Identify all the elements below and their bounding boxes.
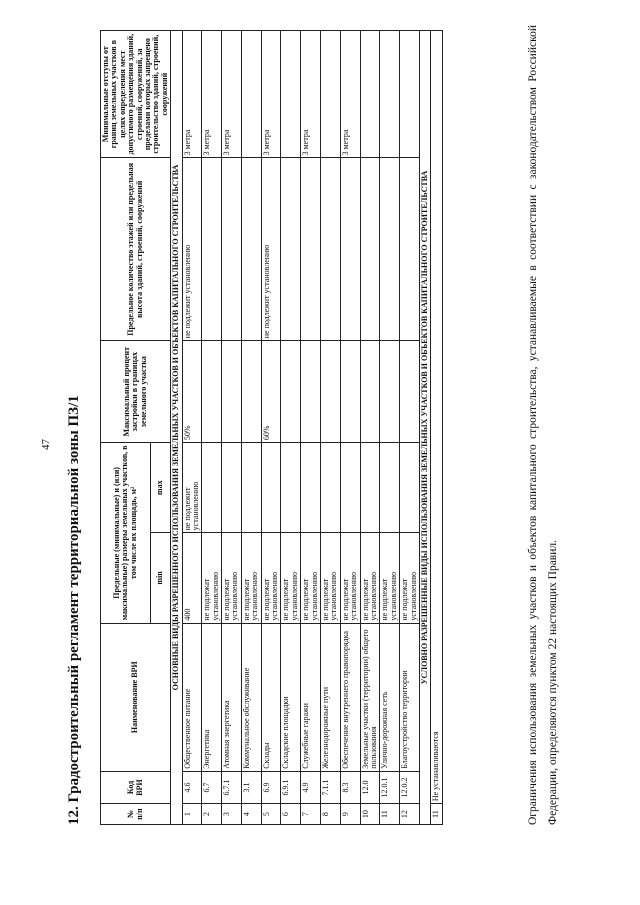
cell-setback — [320, 31, 340, 158]
cell-floors — [400, 158, 420, 341]
cell-n: 1 — [182, 804, 202, 825]
cell-n: 10 — [360, 804, 380, 825]
cell-min: не подлежат установлению — [261, 533, 281, 623]
page-number: 47 — [40, 439, 52, 450]
cell-name: Общественное питание — [182, 623, 202, 771]
cell-max: не подлежит установлению — [182, 443, 202, 533]
table-row — [320, 31, 340, 825]
cell-setback — [400, 31, 420, 158]
cell-floors — [241, 158, 261, 341]
header-min: min — [150, 533, 170, 623]
cell-percent — [241, 341, 261, 443]
cell-max — [202, 443, 222, 533]
cell-max — [241, 443, 261, 533]
cell-name: Коммунальное обслуживание — [241, 623, 261, 771]
table-row — [281, 31, 301, 825]
cell-min: не подлежат установлению — [241, 533, 261, 623]
cell-code: 4.9 — [301, 771, 321, 803]
cell-code: 6.9 — [261, 771, 281, 803]
footnote-text: Ограничения использования земельных участков и объектов капитального строительства, устанавливаемые в соответствии с законодательством Российской Федерации, определяются пунктом 22 настоящих Правил. — [527, 25, 559, 825]
cell-code: 7.1.1 — [320, 771, 340, 803]
cell-max — [301, 443, 321, 533]
cell-min: не подлежат установлению — [380, 533, 400, 623]
cell-code: 12.0.1 — [380, 771, 400, 803]
table-row — [261, 31, 281, 825]
cell-percent — [380, 341, 400, 443]
cell-percent — [222, 341, 242, 443]
table-row — [400, 31, 420, 825]
cell-min: не подлежат установлению — [340, 533, 360, 623]
cell-setback: 3 метра — [261, 31, 281, 158]
cell-name: Атомная энергетика — [222, 623, 242, 771]
table-row — [380, 31, 400, 825]
cell-floors — [340, 158, 360, 341]
table-row — [360, 31, 380, 825]
section-conditional-title: УСЛОВНО РАЗРЕШЕННЫЕ ВИДЫ ИСПОЛЬЗОВАНИЯ ЗЕМЕЛЬНЫХ УЧАСТКОВ И ОБЪЕКТОВ КАПИТАЛЬНОГО СТРОИТЕЛЬСТВА — [419, 31, 430, 825]
cell-min: не подлежат установлению — [281, 533, 301, 623]
cell-n: 8 — [320, 804, 340, 825]
cell-percent — [340, 341, 360, 443]
cell-floors — [281, 158, 301, 341]
cell-percent — [400, 341, 420, 443]
table-row — [202, 31, 222, 825]
cell-floors — [301, 158, 321, 341]
cell-min: не подлежат установлению — [400, 533, 420, 623]
cell-n: 12 — [400, 804, 420, 825]
cell-name: Служебные гаражи — [301, 623, 321, 771]
cell-n: 6 — [281, 804, 301, 825]
cell-setback: 3 метра — [301, 31, 321, 158]
cell-percent — [360, 341, 380, 443]
table-row — [340, 31, 360, 825]
cell-setback — [380, 31, 400, 158]
cell-n: 5 — [261, 804, 281, 825]
header-setback: Минимальные отступы от границ земельных участков в целях определения мест допустимого размещения зданий, строений, сооружений, за пределами которых запрещено строительство зданий, строений, сооружений — [101, 31, 171, 158]
cell-max — [400, 443, 420, 533]
cell-code: 12.0.2 — [400, 771, 420, 803]
cell-name: Энергетика — [202, 623, 222, 771]
cell-min: не подлежат установлению — [301, 533, 321, 623]
cell-n: 9 — [340, 804, 360, 825]
table-row — [222, 31, 242, 825]
cell-n: 7 — [301, 804, 321, 825]
cell-min: не подлежат установлению — [222, 533, 242, 623]
cell-name: Склады — [261, 623, 281, 771]
cell-max — [360, 443, 380, 533]
section-main-row — [171, 31, 182, 825]
cell-max — [320, 443, 340, 533]
cell-floors — [222, 158, 242, 341]
cell-floors: не подлежит установлению — [261, 158, 281, 341]
cell-n: 3 — [222, 804, 242, 825]
regulation-table — [100, 30, 443, 825]
cell-setback — [360, 31, 380, 158]
cell-floors: не подлежит установлению — [182, 158, 202, 341]
header-max: max — [150, 443, 170, 533]
cell-setback: 3 метра — [222, 31, 242, 158]
cell-name: Не устанавливаются — [431, 31, 442, 804]
header-name: Наименование ВРИ — [101, 623, 171, 771]
cell-min: не подлежат установлению — [202, 533, 222, 623]
cell-percent: 50% — [182, 341, 202, 443]
cell-name: Благоустройство территории — [400, 623, 420, 771]
table-row — [431, 31, 442, 825]
cell-code: 6.7 — [202, 771, 222, 803]
cell-min: не подлежат установлению — [320, 533, 340, 623]
cell-percent — [202, 341, 222, 443]
section-main-title: ОСНОВНЫЕ ВИДЫ РАЗРЕШЕННОГО ИСПОЛЬЗОВАНИЯ ЗЕМЕЛЬНЫХ УЧАСТКОВ И ОБЪЕКТОВ КАПИТАЛЬНОГО СТРОИТЕЛЬСТВА — [171, 31, 182, 825]
cell-percent — [320, 341, 340, 443]
cell-code: 6.7.1 — [222, 771, 242, 803]
cell-setback — [281, 31, 301, 158]
cell-min: не подлежат установлению — [360, 533, 380, 623]
header-area: Предельные (минимальные) и (или) максимальные) размеры земельных участков, в том числе их площадь, м² — [101, 443, 151, 624]
cell-floors — [380, 158, 400, 341]
cell-setback — [241, 31, 261, 158]
cell-percent: 60% — [261, 341, 281, 443]
cell-floors — [360, 158, 380, 341]
cell-max — [261, 443, 281, 533]
cell-max — [222, 443, 242, 533]
cell-code: 3.1 — [241, 771, 261, 803]
page-title: 12. Градостроительный регламент территориальной зоны ПЗ/1 — [66, 395, 82, 825]
cell-floors — [320, 158, 340, 341]
header-floors: Предельное количество этажей или предельная высота зданий, строений, сооружений — [101, 158, 171, 341]
cell-n: 4 — [241, 804, 261, 825]
cell-code: 6.9.1 — [281, 771, 301, 803]
header-num: № п/п — [101, 804, 171, 825]
table-header-row — [101, 31, 151, 825]
cell-setback: 3 метра — [182, 31, 202, 158]
cell-name: Земельные участки (территории) общего пользования — [360, 623, 380, 771]
cell-setback: 3 метра — [202, 31, 222, 158]
cell-name: Улично-дорожная сеть — [380, 623, 400, 771]
cell-percent — [281, 341, 301, 443]
table-row — [241, 31, 261, 825]
cell-name: Обеспечение внутреннего правопорядка — [340, 623, 360, 771]
cell-max — [340, 443, 360, 533]
cell-name: Складские площадки — [281, 623, 301, 771]
header-percent: Максимальный процент застройки в границах земельного участка — [101, 341, 171, 443]
cell-code: 8.3 — [340, 771, 360, 803]
cell-percent — [301, 341, 321, 443]
cell-min: 400 — [182, 533, 202, 623]
cell-n: 2 — [202, 804, 222, 825]
section-conditional-row — [419, 31, 430, 825]
cell-n: 11 — [431, 804, 442, 825]
table-row — [182, 31, 202, 825]
table-row — [301, 31, 321, 825]
cell-max — [380, 443, 400, 533]
cell-code: 4.6 — [182, 771, 202, 803]
cell-max — [281, 443, 301, 533]
cell-code: 12.0 — [360, 771, 380, 803]
cell-n: 11 — [380, 804, 400, 825]
header-code: Код ВРИ — [101, 771, 171, 803]
cell-setback: 3 метра — [340, 31, 360, 158]
cell-floors — [202, 158, 222, 341]
cell-name: Железнодорожные пути — [320, 623, 340, 771]
